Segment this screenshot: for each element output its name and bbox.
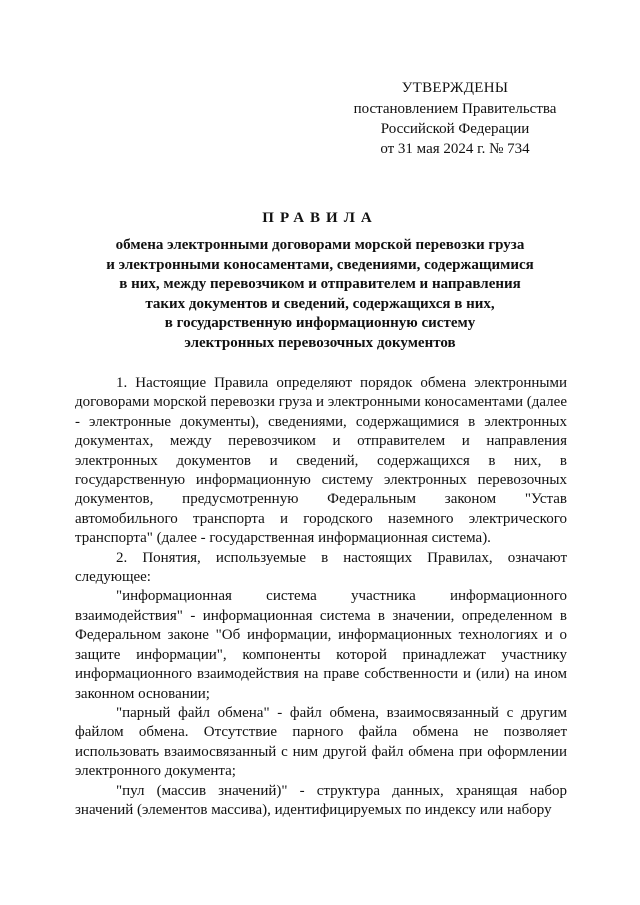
paragraph: 1. Настоящие Правила определяют порядок обмена электронными договорами морской перевозки груза и электронными коносаментами (далее - электронные документы), сведениями, содержащимися в электронных документах, между перевозчиком и отправителем и направления электронных документов и сведений, содержащихся в них, в государственную информационную систему электронных перевозочных документов, предусмотренную Федеральным законом "Устав автомобильного транспорта и городского наземного электрического транспорта" (далее - государственная информационная система). [75, 375, 567, 547]
paragraph: "парный файл обмена" - файл обмена, взаимосвязанный с другим файлом обмена. Отсутствие парного файла обмена не позволяет использовать взаимосвязанный с ним другой файл обмена при оформлении электронного документа; [75, 704, 567, 780]
subtitle-line: в государственную информационную систему [164, 315, 476, 332]
approval-line: постановлением Правительства [353, 101, 557, 117]
paragraph: "информационная система участника информационного взаимодействия" - информационная система в значении, определенном в Федеральном законе "Об информации, информационных технологиях и о защите информации", компоненты которой принадлежат участнику информационного взаимодействия на праве собственности и (или) на ином законном основании; [75, 588, 567, 702]
document-subtitle [80, 236, 560, 354]
document-body [75, 374, 567, 820]
subtitle-line: и электронными коносаментами, сведениями, содержащимися [106, 256, 534, 273]
subtitle-line: в них, между перевозчиком и отправителем и направления [119, 276, 521, 293]
paragraph: 2. Понятия, используемые в настоящих Правилах, означают следующее: [75, 549, 567, 586]
approval-heading: УТВЕРЖДЕНЫ [401, 80, 509, 96]
subtitle-line: таких документов и сведений, содержащихся в них, [145, 295, 495, 312]
approval-line: Российской Федерации [380, 121, 530, 137]
approval-block [340, 78, 570, 159]
paragraph: "пул (массив значений)" - структура данных, хранящая набор значений (элементов массива), идентифицируемых по индексу или набору [75, 782, 567, 818]
subtitle-line: обмена электронными договорами морской перевозки груза [115, 237, 525, 253]
document-title: ПРАВИЛА [262, 210, 378, 226]
subtitle-line: электронных перевозочных документов [184, 334, 456, 351]
approval-line: от 31 мая 2024 г. № 734 [380, 141, 530, 157]
